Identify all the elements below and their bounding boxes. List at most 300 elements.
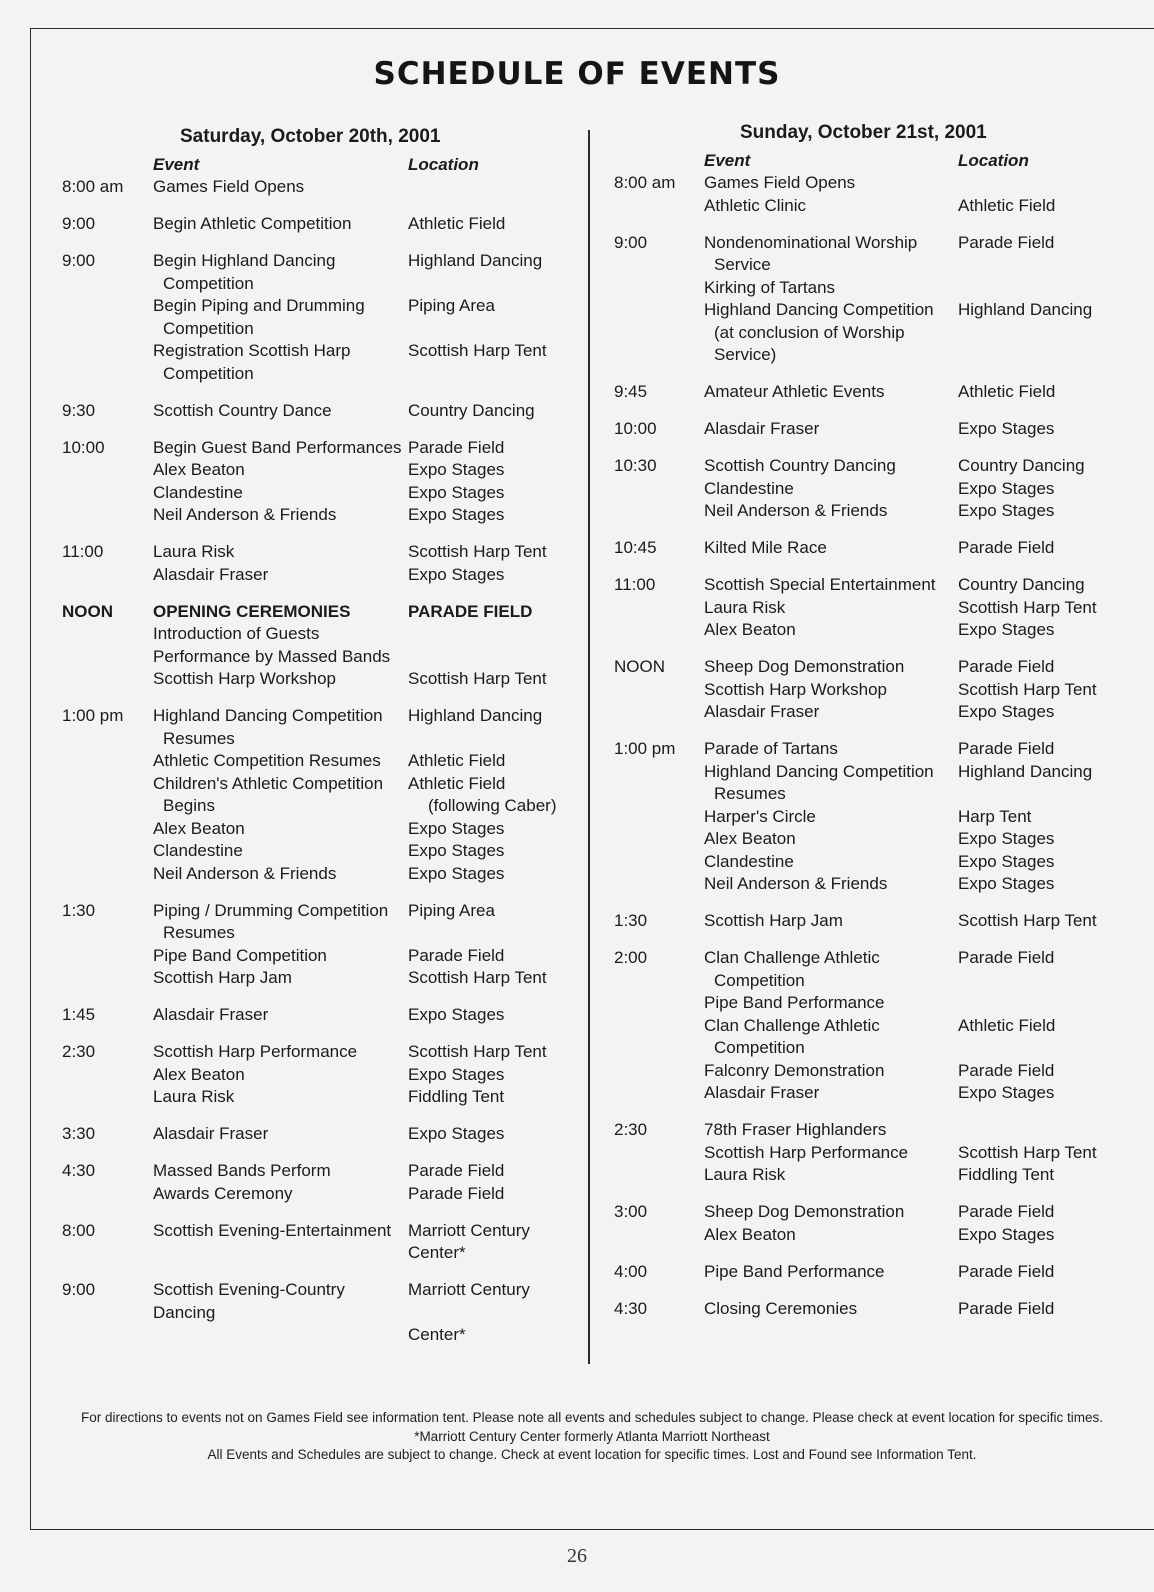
event-line [704,992,1055,1015]
event-line [704,656,1097,679]
event-line [704,947,1055,970]
event-location: Expo Stages [958,419,1055,438]
event-name: Alasdair Fraser [153,1005,269,1024]
schedule-row [62,1160,557,1205]
event-location: Scottish Harp Tent [958,679,1097,699]
event-lines [704,738,1092,896]
event-lines [704,1298,1054,1321]
event-lines [704,1119,1097,1187]
event-name: 78th Fraser Highlanders [704,1120,887,1139]
event-name: Registration Scottish Harp [153,341,351,360]
event-name: Begin Highland Dancing [153,251,336,270]
schedule-row [614,1298,1097,1321]
event-line [153,1086,547,1109]
event-name: Alasdair Fraser [704,1083,820,1102]
event-name: Alex Beaton [153,1064,245,1084]
event-name: Scottish Evening-Country Dancing [153,1280,345,1322]
event-lines [704,947,1055,1105]
sunday-event-label: Event [704,151,751,170]
event-location: Athletic Field [408,214,506,233]
schedule-row [62,1279,557,1347]
saturday-schedule [62,176,557,1361]
event-lines [153,1004,504,1027]
event-line [153,646,547,669]
event-time: 9:00 [614,232,648,252]
event-location: Scottish Harp Tent [958,911,1097,930]
event-name: Sheep Dog Demonstration [704,1202,905,1221]
event-line [704,1298,1054,1321]
event-line [704,873,1092,896]
event-name: Games Field Opens [704,173,856,192]
event-time: NOON [614,657,665,676]
event-location: Parade Field [958,1202,1055,1221]
event-name: Competition [163,363,254,383]
event-location: Expo Stages [958,702,1055,721]
event-time: 11:00 [614,575,656,594]
event-name: Begin Athletic Competition [153,214,352,233]
event-name: Scottish Country Dancing [704,456,896,475]
event-location: Expo Stages [408,482,505,502]
schedule-row [614,381,1097,404]
event-location: Marriott Century [408,1280,530,1299]
footer-line-changes: All Events and Schedules are subject to change. Check at event location for specific times. Lost and Found see Information Tent. [207,1447,977,1462]
event-location: Piping Area [408,296,495,315]
event-lines [704,1261,1054,1284]
event-line [153,400,535,423]
event-line [704,851,1092,874]
event-location: Expo Stages [408,505,505,524]
schedule-row [62,1123,557,1146]
schedule-row [614,1119,1097,1187]
event-name: Piping / Drumming Competition [153,900,389,920]
event-line [704,761,1092,784]
saturday-header: Saturday, October 20th, 2001 [180,126,441,147]
event-line [704,299,1092,322]
event-location: Parade Field [408,437,505,457]
event-line [153,363,547,386]
event-line [153,773,557,796]
event-location: Athletic Field [958,1015,1056,1035]
schedule-row [62,176,557,199]
column-divider [588,130,590,1364]
event-location: Parade Field [958,538,1055,557]
event-location: Highland Dancing [958,761,1093,781]
event-line [704,574,1097,597]
event-lines [153,900,547,990]
event-lines [153,437,504,527]
event-line [704,679,1097,702]
event-name: (at conclusion of Worship Service) [714,322,905,364]
event-lines [704,381,1055,404]
event-location: Expo Stages [958,851,1055,871]
event-time: 9:00 [62,1280,96,1299]
event-name: Alasdair Fraser [704,419,820,438]
event-time: 2:00 [614,948,648,967]
event-location: Expo Stages [958,478,1055,498]
event-location: Scottish Harp Tent [408,341,547,360]
event-location: Expo Stages [958,620,1055,639]
event-line [153,176,408,199]
event-name: Neil Anderson & Friends [153,863,337,883]
event-name: Highland Dancing Competition [704,761,934,781]
event-time: 1:30 [614,911,648,930]
schedule-row [62,900,557,990]
event-name: Alex Beaton [704,620,796,639]
event-lines [153,705,557,885]
event-location: Scottish Harp Tent [958,597,1097,617]
event-line [704,597,1097,620]
event-line [153,1064,547,1087]
footer-line-marriott: *Marriott Century Center formerly Atlanta Marriott Northeast [414,1428,770,1444]
event-name: Scottish Harp Performance [704,1142,909,1162]
schedule-row [614,232,1097,367]
schedule-row [614,947,1097,1105]
event-location: Center* [408,1325,466,1344]
event-name: Scottish Harp Performance [153,1042,358,1061]
footer-line-directions: For directions to events not on Games Field see information tent. Please note all events and schedules subject to change. Please check at event location for specific times. [80,1410,1104,1425]
event-line [704,195,1055,218]
event-name: Laura Risk [153,542,235,561]
saturday-location-label: Location [408,155,479,174]
event-line [153,863,557,886]
event-line [153,1183,504,1206]
event-line [704,537,1054,560]
event-lines [153,1279,530,1347]
event-location: Country Dancing [408,400,535,420]
event-line [153,623,547,646]
event-name [153,1324,408,1347]
event-lines [704,418,1054,441]
event-location: Parade Field [408,1161,505,1180]
event-line [153,541,547,564]
event-location: Expo Stages [408,564,505,584]
event-name: Massed Bands Perform [153,1161,331,1180]
event-line [704,1164,1097,1187]
event-line [704,619,1097,642]
event-line [153,437,504,460]
event-line [704,1082,1055,1105]
event-location: Athletic Field [958,195,1056,215]
event-location: Fiddling Tent [958,1165,1055,1184]
event-line [153,1160,504,1183]
event-name: Alasdair Fraser [704,702,820,721]
event-name: Alasdair Fraser [153,1124,269,1143]
event-line [153,601,547,624]
event-time: 4:30 [62,1161,96,1180]
event-name: Begins [163,796,215,815]
event-location: Expo Stages [408,1124,505,1143]
event-name: Scottish Harp Workshop [153,669,336,688]
event-name: Clandestine [153,841,243,860]
event-name: Laura Risk [704,1165,786,1184]
schedule-row [614,418,1097,441]
event-name: Falconry Demonstration [704,1060,885,1080]
event-lines [153,1041,547,1109]
schedule-row [614,738,1097,896]
event-time: 8:00 am [614,173,676,192]
event-lines [704,232,1092,367]
event-name: Neil Anderson & Friends [704,501,888,520]
event-name: Laura Risk [153,1087,235,1106]
event-time: 3:00 [614,1202,648,1221]
event-line [153,1004,504,1027]
event-line [704,232,1092,255]
event-name: Athletic Clinic [704,195,807,215]
event-time: 11:00 [62,542,104,561]
event-location: Highland Dancing [408,706,543,725]
event-location: Parade Field [958,1298,1055,1318]
event-name: Amateur Athletic Events [704,382,885,401]
event-line [704,478,1085,501]
event-line [704,828,1092,851]
event-location: Highland Dancing [408,251,543,270]
event-time: 9:30 [62,400,96,420]
event-lines [704,455,1085,523]
event-line [153,840,557,863]
event-time: 8:00 [62,1220,96,1240]
event-line [153,504,504,527]
event-time: 8:00 am [62,177,124,196]
event-location: Scottish Harp Tent [408,968,547,987]
event-time: 10:30 [614,456,657,475]
event-name: Performance by Massed Bands [153,646,391,666]
event-line [153,945,547,968]
event-name: Highland Dancing Competition [704,300,934,319]
event-time: 1:00 pm [62,706,124,725]
event-time: 1:30 [62,900,96,920]
event-location: Harp Tent [958,806,1032,826]
event-name: Begin Piping and Drumming [153,296,365,315]
event-location: Expo Stages [408,1064,505,1084]
event-location: Expo Stages [958,501,1055,520]
event-line [153,564,547,587]
schedule-row [62,1004,557,1027]
event-name: Harper's Circle [704,806,816,826]
event-line [153,273,547,296]
event-line [704,1201,1054,1224]
event-lines [153,1160,504,1205]
event-name: Competition [714,970,805,990]
event-lines [704,1201,1054,1246]
event-time: 1:45 [62,1005,96,1024]
event-name: Resumes [714,784,786,803]
event-name: Alex Beaton [153,818,245,838]
event-name: Games Field Opens [153,177,305,196]
event-line [153,1279,530,1324]
schedule-row [62,541,557,586]
event-line [153,1123,504,1146]
event-time: 2:30 [614,1120,648,1139]
event-name: OPENING CEREMONIES [153,601,351,621]
event-lines [704,910,1097,933]
footer-notes [30,1409,1154,1465]
event-line [704,381,1055,404]
event-name: Clandestine [153,482,243,502]
event-location: Expo Stages [408,818,505,838]
schedule-row [62,400,557,423]
event-location: Fiddling Tent [408,1087,505,1106]
sunday-header: Sunday, October 21st, 2001 [740,122,987,143]
event-name: Nondenominational Worship [704,232,918,252]
event-name: Highland Dancing Competition [153,706,383,725]
event-name: Resumes [163,923,235,942]
event-line [704,277,1092,300]
event-line [153,728,557,751]
event-name: Athletic Competition Resumes [153,751,381,770]
event-name: Kilted Mile Race [704,538,827,557]
event-lines [153,400,535,423]
event-location: Expo Stages [958,1224,1055,1244]
event-location: Parade Field [958,1060,1055,1080]
event-location: Country Dancing [958,575,1085,594]
event-location: Expo Stages [408,863,505,883]
schedule-row [614,656,1097,724]
event-lines [153,213,505,236]
event-location: Athletic Field [408,773,506,793]
event-location: PARADE FIELD [408,601,533,621]
event-line [153,340,547,363]
event-line [704,1261,1054,1284]
event-name: Sheep Dog Demonstration [704,657,905,676]
event-line [153,1220,530,1243]
schedule-row [614,574,1097,642]
event-lines [153,541,547,586]
event-name: Neil Anderson & Friends [704,874,888,893]
event-line [153,922,547,945]
event-line [153,750,557,773]
event-location: (following Caber) [428,796,557,815]
event-line [704,1142,1097,1165]
event-name: Introduction of Guests [153,624,320,643]
event-lines [153,601,547,691]
event-time: 9:45 [614,382,648,401]
event-name: Alex Beaton [153,460,245,479]
event-location: Parade Field [958,1261,1055,1281]
schedule-row [62,213,557,236]
event-lines [153,1220,530,1265]
event-name: Clandestine [704,851,794,871]
event-name: Clan Challenge Athletic [704,948,880,967]
saturday-event-label: Event [153,155,200,174]
event-name: Scottish Country Dance [153,400,332,420]
event-lines [704,656,1097,724]
schedule-row [62,601,557,691]
schedule-row [62,250,557,385]
event-name: Resumes [163,728,235,748]
event-time: 10:45 [614,538,657,557]
event-location: Scottish Harp Tent [408,669,547,688]
event-location: Expo Stages [408,841,505,860]
event-name: Competition [163,273,254,293]
event-name: Neil Anderson & Friends [153,505,337,524]
event-location: Parade Field [408,1183,505,1203]
event-line [704,806,1092,829]
schedule-row [62,705,557,885]
event-name: Children's Athletic Competition [153,773,384,793]
event-name: Pipe Band Competition [153,945,327,965]
event-line [153,318,547,341]
event-time: 4:30 [614,1298,648,1318]
event-line [153,818,557,841]
event-line [704,1119,1097,1142]
schedule-row [614,172,1097,217]
event-line [153,1041,547,1064]
event-name: Scottish Harp Jam [153,968,292,987]
event-name: Competition [714,1038,805,1057]
page-title: SCHEDULE OF EVENTS [373,56,781,92]
event-time: 3:30 [62,1124,96,1143]
event-location: Marriott Century [408,1220,530,1240]
schedule-row [614,1261,1097,1284]
event-line [704,738,1092,761]
event-location: Athletic Field [958,382,1056,401]
event-line [153,1324,530,1347]
sunday-schedule [614,172,1097,1335]
event-location: Piping Area [408,900,495,920]
event-name: Kirking of Tartans [704,277,836,297]
event-line [153,967,547,990]
event-time: 9:00 [62,251,96,270]
schedule-row [614,455,1097,523]
event-line [153,705,557,728]
event-name: Alasdair Fraser [153,564,269,584]
event-time: 9:00 [62,214,96,233]
event-name: Pipe Band Performance [704,1261,885,1281]
event-line [153,250,547,273]
event-line [704,701,1097,724]
event-line [704,418,1054,441]
event-name: Closing Ceremonies [704,1298,858,1318]
event-time: 10:00 [62,437,105,457]
schedule-row [614,537,1097,560]
event-line [704,322,1092,367]
event-name: Scottish Harp Workshop [704,679,887,699]
event-line [704,1224,1054,1247]
event-location: Athletic Field [408,751,506,770]
event-location: Scottish Harp Tent [958,1142,1097,1162]
event-name: Awards Ceremony [153,1183,293,1203]
event-lines [704,172,1055,217]
event-line [153,213,505,236]
event-name: Scottish Special Entertainment [704,575,936,594]
event-line [153,900,547,923]
event-line [704,1015,1055,1038]
schedule-row [614,910,1097,933]
event-name: Alex Beaton [704,829,796,848]
schedule-row [62,1041,557,1109]
event-location: Parade Field [958,739,1055,758]
event-line [153,459,504,482]
event-name: Clan Challenge Athletic [704,1015,880,1035]
event-line [704,254,1092,277]
event-location: Expo Stages [408,1005,505,1024]
event-name: Pipe Band Performance [704,993,885,1012]
event-line [153,295,547,318]
schedule-row [62,1220,557,1265]
event-lines [153,176,408,199]
event-line [153,795,557,818]
schedule-row [62,437,557,527]
event-location: Parade Field [958,232,1055,252]
event-time: 10:00 [614,419,657,438]
event-name: Parade of Tartans [704,739,838,758]
event-name: Laura Risk [704,597,786,617]
event-location: Country Dancing [958,456,1085,475]
event-line [704,970,1055,993]
sunday-location-label: Location [958,151,1029,170]
event-location: Highland Dancing [958,300,1093,319]
event-location: Parade Field [958,948,1055,967]
